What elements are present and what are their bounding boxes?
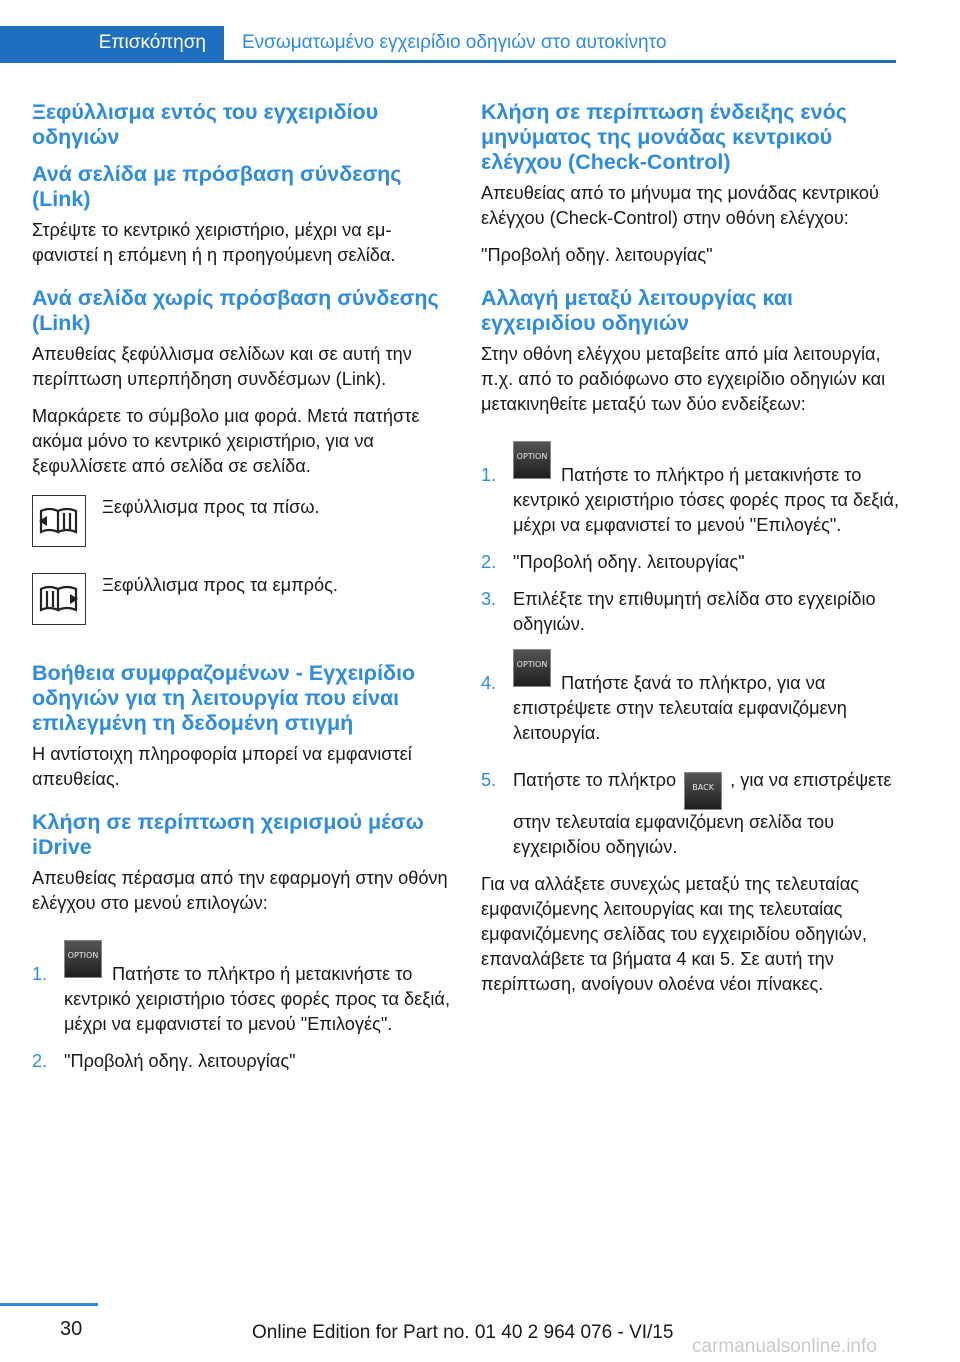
step-text-cont: , για να επιστρέψετε στην τελευταία εμφανιζόμενη σελίδα του εγχειριδίου οδηγιών. [513,770,892,857]
page-number: 30 [60,1318,83,1340]
step-number: 2. [481,552,497,572]
book-forward-icon[interactable] [32,573,86,625]
step-number: 5. [481,770,497,790]
step-text: "Προβολή οδηγ. λειτουργίας" [64,1051,296,1071]
nolink-paragraph-1: Απευθείας ξεφύλλισμα σελίδων και σε αυτή την περίπτωση υπερπήδηση συνδέσμων (Link). [32,344,412,389]
switch-heading: Αλλαγή μεταξύ λειτουργίας και εγχειριδίου οδηγιών [481,286,793,335]
step-number: 4. [481,673,497,693]
context-help-heading: Βοήθεια συμφραζομένων - Εγχειρίδιο οδηγιών για τη λειτουργία που είναι επιλεγμένη τη δεδομένη στιγμή [32,661,416,735]
list-item [481,441,899,538]
idrive-paragraph: Απευθείας πέρασμα από την εφαρμογή στην οθόνη ελέγχου στο μενού επιλογών: [32,868,448,913]
edition-text: Online Edition for Part no. 01 40 2 964 076 - VI/15 [252,1322,674,1343]
watermark: carmanualsonline.info [692,1336,877,1357]
closing-paragraph: Για να αλλάξετε συνεχώς μεταξύ της τελευταίας εμφανιζόμενης λειτουργίας και της τελευταίας εμφανιζόμενης σελίδας του εγχειριδίου οδηγιών, επαναλάβετε τα βήματα 4 και 5. Σε αυτή την περίπτωση, ανοίγουν ολοένα νέοι πίνακες. [481,874,867,994]
list-item [32,940,450,1037]
link-paragraph: Στρέψτε το κεντρικό χειριστήριο, μέχρι να εμφανιστεί η επόμενη ή η προηγούμενη σελίδα. [32,220,396,265]
step-number: 1. [481,465,497,485]
list-item [481,587,899,637]
idrive-steps [32,940,450,1074]
option-button-icon: OPTION [513,649,551,687]
tab-integrated-manual[interactable]: Ενσωματωμένο εγχειρίδιο οδηγιών στο αυτοκίνητο [242,32,667,53]
nolink-paragraph-2: Μαρκάρετε το σύμβολο μια φορά. Μετά πατήστε ακόμα μόνο το κεντρικό χειριστήριο, για να ξεφυλλίσετε από σελίδα σε σελίδα. [32,406,420,476]
option-button-icon: OPTION [513,441,551,479]
check-control-quote: "Προβολή οδηγ. λειτουργίας" [481,245,713,265]
step-text: Πατήστε το πλήκτρο ή μετακινήστε το κεντρικό χειριστήριο τόσες φορές προς τα δεξιά, μέχρι να εμφανιστεί το μενού "Επιλογές". [513,465,900,535]
step-text: Επιλέξτε την επιθυμητή σελίδα στο εγχειρίδιο οδηγιών. [513,589,876,634]
list-item [481,649,899,746]
page-forward-row [32,573,450,651]
tab-overview[interactable]: Επισκόπηση [0,26,224,60]
footer-rule [0,1303,98,1306]
check-control-paragraph: Απευθείας από το μήνυμα της μονάδας κεντρικού ελέγχου (Check-Control) στην οθόνη ελέγχου: [481,183,879,228]
step-number: 3. [481,589,497,609]
book-back-icon[interactable] [32,495,86,547]
page-forward-label: Ξεφύλλισμα προς τα εμπρός. [102,575,338,595]
step-number: 1. [32,964,48,984]
list-item [481,550,899,575]
idrive-heading: Κλήση σε περίπτωση χειρισμού μέσω iDrive [32,810,424,859]
step-text: Πατήστε το πλήκτρο [513,770,677,790]
nolink-heading: Ανά σελίδα χωρίς πρόσβαση σύνδεσης (Link) [32,286,439,335]
header-rule [0,60,896,63]
back-button-icon: BACK [684,772,722,810]
option-button-icon: OPTION [64,940,102,978]
check-control-heading: Κλήση σε περίπτωση ένδειξης ενός μηνύματος της μονάδας κεντρικού ελέγχου (Check-Control) [481,100,847,174]
link-heading: Ανά σελίδα με πρόσβαση σύνδεσης (Link) [32,162,402,211]
page-back-label: Ξεφύλλισμα προς τα πίσω. [102,497,320,517]
switch-paragraph: Στην οθόνη ελέγχου μεταβείτε από μία λειτουργία, π.χ. από το ραδιόφωνο στο εγχειρίδιο οδηγιών και μετακινηθείτε μεταξύ των δύο ενδείξεων: [481,344,886,414]
header-tabbar [0,26,896,62]
left-column [32,100,450,1086]
context-help-paragraph: Η αντίστοιχη πληροφορία μπορεί να εμφανιστεί απευθείας. [32,744,412,789]
section-title: Ξεφύλλισμα εντός του εγχειριδίου οδηγιών [32,100,379,149]
step-text: "Προβολή οδηγ. λειτουργίας" [513,552,745,572]
page-back-row [32,495,450,573]
right-column [481,100,899,1009]
step-text: Πατήστε το πλήκτρο ή μετακινήστε το κεντρικό χειριστήριο τόσες φορές προς τα δεξιά, μέχρι να εμφανιστεί το μενού "Επιλογές". [64,964,451,1034]
step-text: Πατήστε ξανά το πλήκτρο, για να επιστρέψετε στην τελευταία εμφανιζόμενη λειτουργία. [513,673,847,743]
step-number: 2. [32,1051,48,1071]
list-item [32,1049,450,1074]
list-item [481,758,899,860]
switch-steps [481,441,899,860]
